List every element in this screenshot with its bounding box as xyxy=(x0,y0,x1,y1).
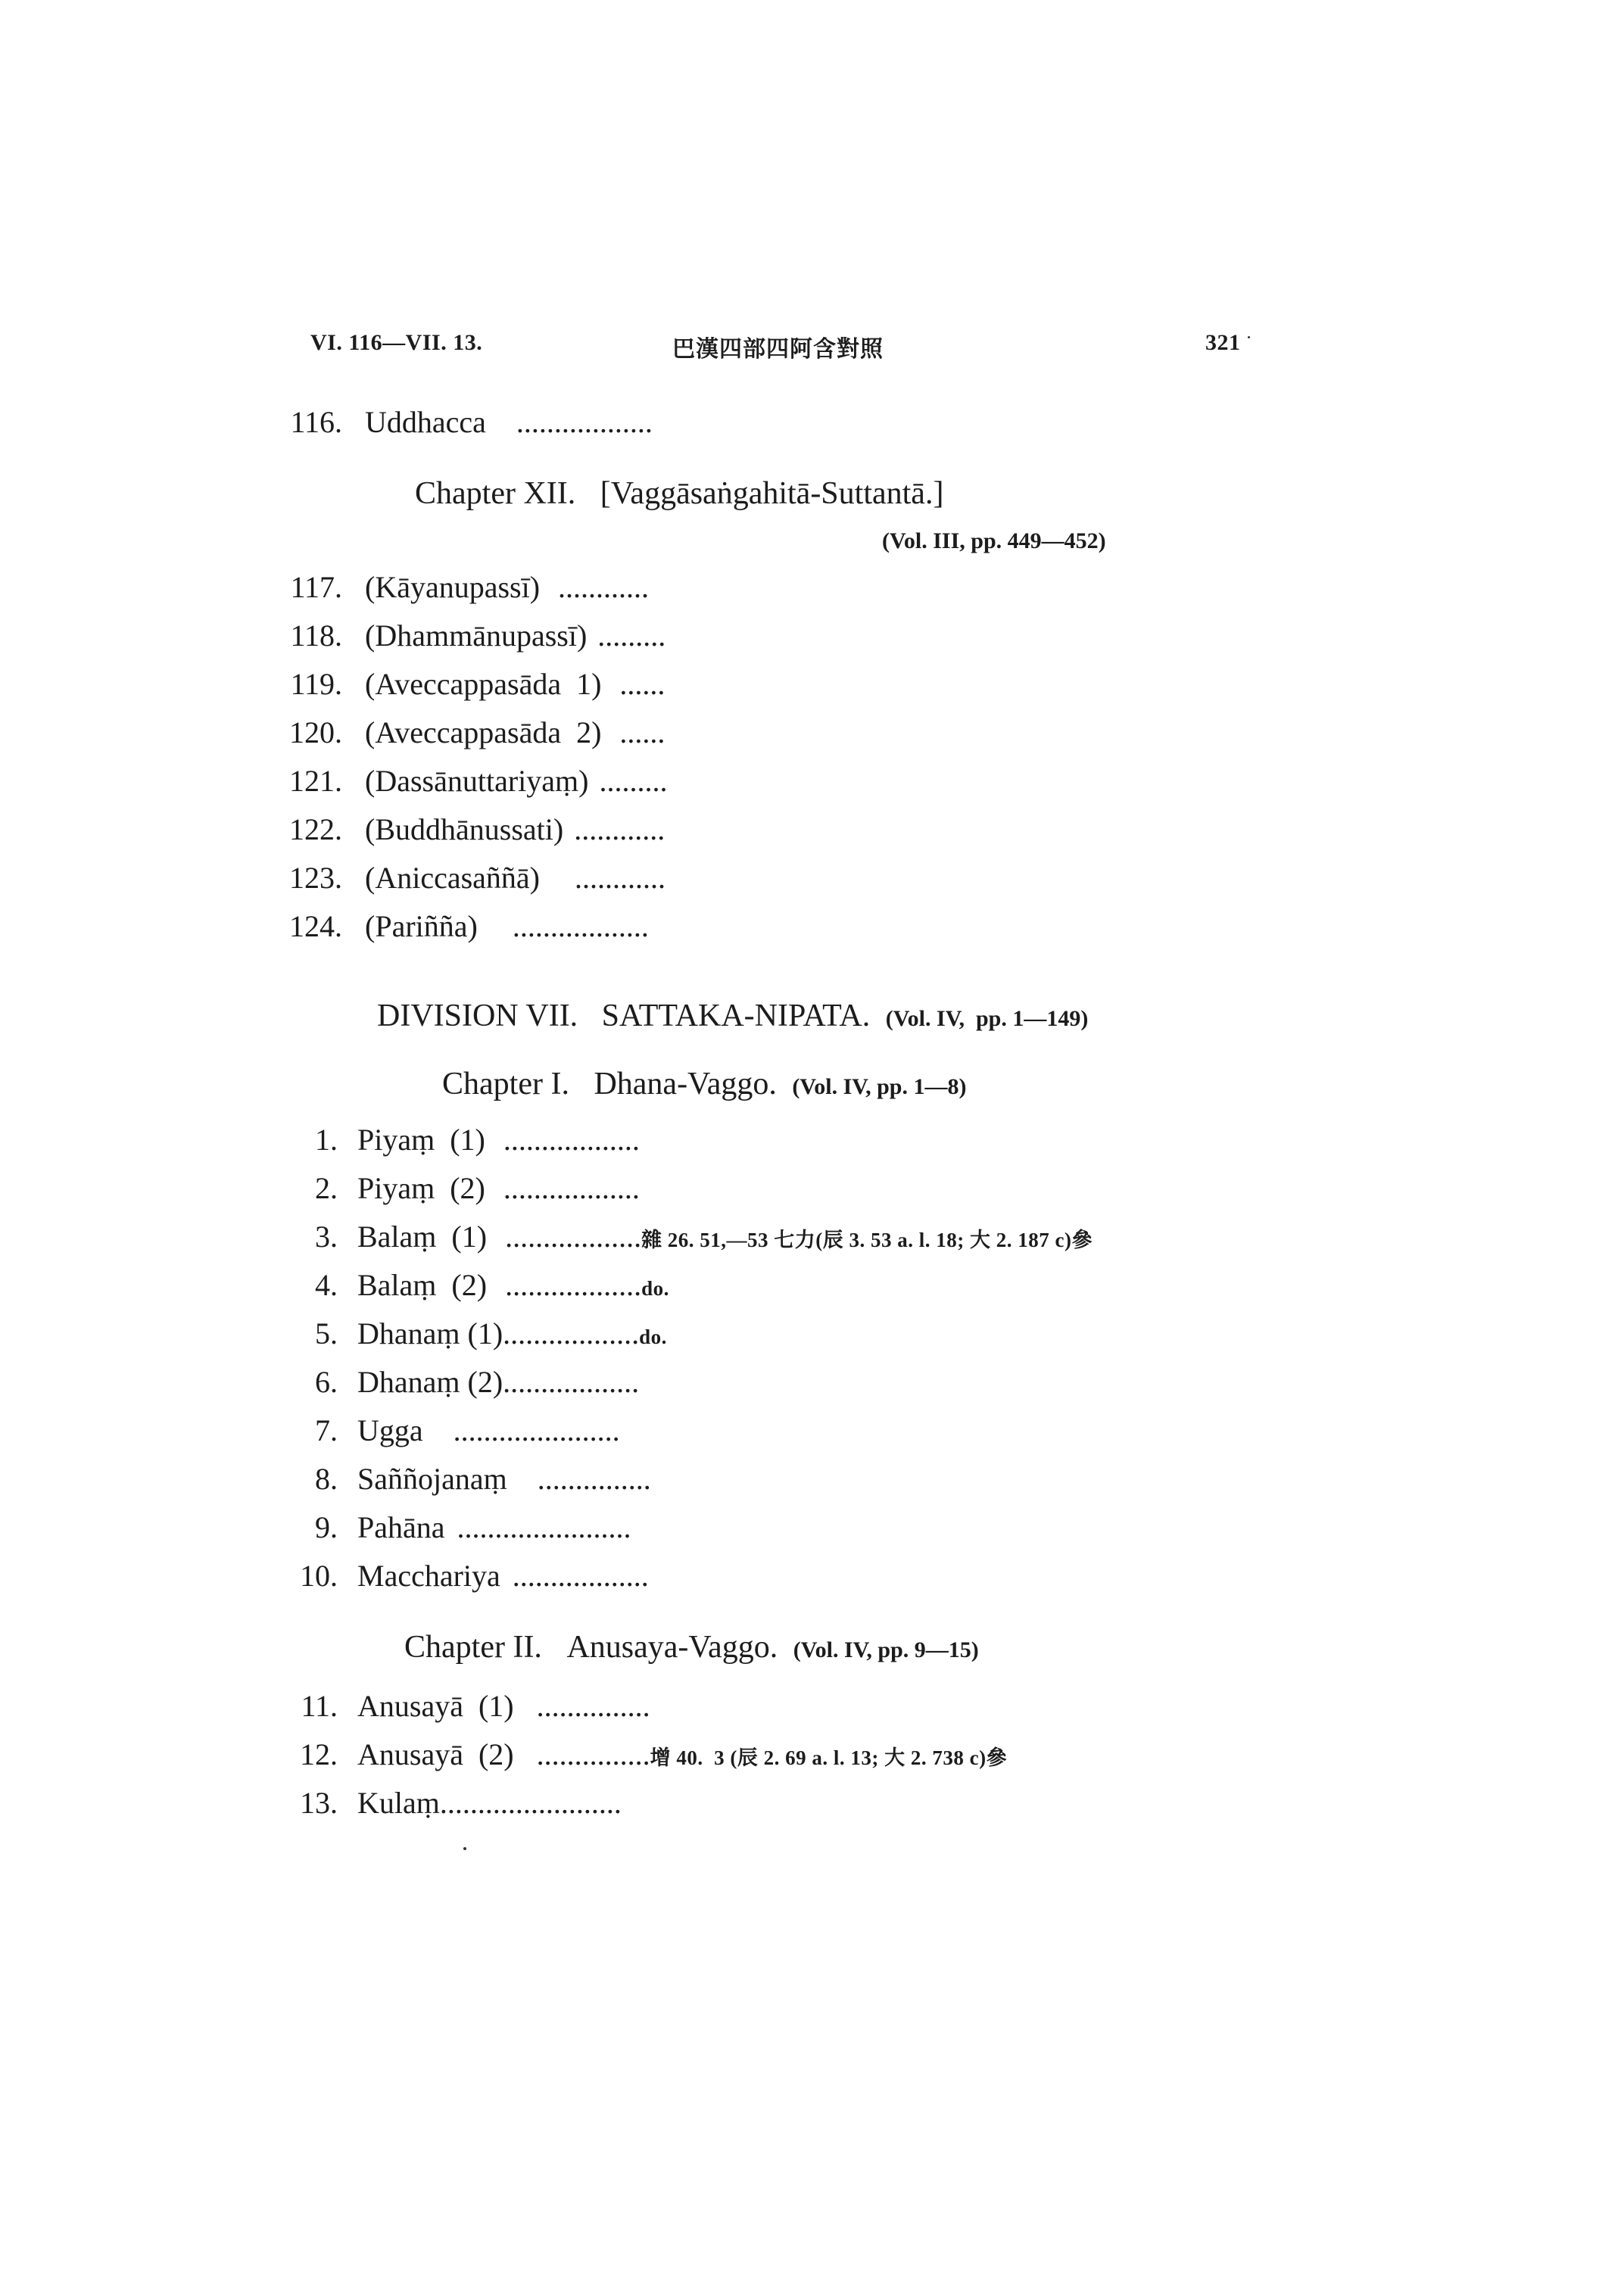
entry-number: 13. xyxy=(300,1786,338,1820)
entry-number: 122. xyxy=(289,812,342,846)
chapter-xii-volume: (Vol. III, pp. 449—452) xyxy=(882,528,1106,553)
entry-dots: .................. xyxy=(516,405,653,439)
entry-number: 7. xyxy=(315,1413,338,1447)
entry-title: Dhanaṃ (1) xyxy=(357,1316,503,1351)
entry-dots: ............... xyxy=(536,1689,650,1723)
chapter-volume: (Vol. IV, pp. 1—8) xyxy=(792,1074,967,1099)
running-header-title: 巴漢四部四阿含對照 xyxy=(672,337,884,362)
entry-title: Saññojanaṃ xyxy=(357,1462,507,1496)
chapter-title: Dhana-Vaggo. xyxy=(594,1067,777,1101)
entry-dots: .................. xyxy=(503,1365,640,1399)
scan-speck xyxy=(1248,336,1250,338)
entry-title: Anusayā (2) xyxy=(357,1737,514,1771)
entry-dots: ............ xyxy=(574,861,665,895)
entry-dots: ......... xyxy=(599,764,668,798)
entry-dots: .................. xyxy=(512,1559,649,1593)
chapter-volume: (Vol. IV, pp. 9—15) xyxy=(793,1637,979,1662)
entry-title: Kulaṃ xyxy=(357,1786,440,1820)
entry-number: 4. xyxy=(315,1268,338,1302)
entry-number: 5. xyxy=(315,1316,338,1351)
parallel-reference: do. xyxy=(641,1277,669,1300)
entry-dots: .................. xyxy=(505,1220,642,1254)
entry-number: 1. xyxy=(315,1123,338,1157)
chapter-label: Chapter II. xyxy=(404,1630,542,1665)
entry-dots: .................. xyxy=(503,1123,640,1157)
entry-dots: .................. xyxy=(503,1316,640,1351)
chapter-label: Chapter XII. xyxy=(415,476,576,511)
entry-number: 12. xyxy=(300,1737,338,1771)
entry-dots: ............... xyxy=(536,1737,650,1771)
entry-title: Piyaṃ (1) xyxy=(357,1123,485,1157)
entry-dots: ........................ xyxy=(439,1786,622,1820)
entry-number: 118. xyxy=(290,618,342,653)
chapter-label: Chapter I. xyxy=(442,1067,569,1101)
entry-number: 8. xyxy=(315,1462,338,1496)
entry-number: 121. xyxy=(289,764,342,798)
entry-number: 119. xyxy=(290,667,342,701)
entry-number: 124. xyxy=(289,909,342,943)
entry-number: 3. xyxy=(315,1220,338,1254)
entry-dots: ...... xyxy=(619,715,665,749)
entry-title: Ugga xyxy=(357,1413,423,1447)
entry-title: Pahāna xyxy=(357,1510,445,1544)
entry-number: 2. xyxy=(315,1171,338,1205)
chapter-i-heading xyxy=(442,1066,966,1102)
entry-title: Piyaṃ (2) xyxy=(357,1171,485,1205)
entry-number: 116. xyxy=(290,405,342,439)
division-volume: (Vol. IV, pp. 1—149) xyxy=(885,1006,1089,1031)
entry-title: (Dassānuttariyaṃ) xyxy=(365,764,589,798)
division-title: DIVISION VII. SATTAKA-NIPATA. xyxy=(377,999,871,1033)
entry-dots: ............... xyxy=(537,1462,651,1496)
chapter-title: [Vaggāsaṅgahitā-Suttantā.] xyxy=(600,476,944,511)
chapter-xii-heading xyxy=(415,475,943,512)
entry-dots: ....................... xyxy=(457,1510,631,1544)
entry-number: 9. xyxy=(315,1510,338,1544)
page-number: 321 xyxy=(1205,330,1241,355)
entry-number: 117. xyxy=(290,570,342,604)
entry-number: 6. xyxy=(315,1365,338,1399)
parallel-reference: do. xyxy=(639,1326,667,1348)
entry-dots: ...................... xyxy=(453,1413,620,1447)
entry-title: (Kāyanupassī) xyxy=(365,570,541,604)
entry-title: Uddhacca xyxy=(365,405,486,439)
chapter-title: Anusaya-Vaggo. xyxy=(566,1630,778,1665)
entry-title: (Buddhānussati) xyxy=(365,812,564,846)
entry-title: (Aniccasaññā) xyxy=(365,861,540,895)
division-vii-heading xyxy=(377,998,1088,1034)
entry-title: (Aveccappasāda 1) xyxy=(365,667,602,701)
entry-title: Balaṃ (1) xyxy=(357,1220,488,1254)
running-header-range: VI. 116—VII. 13. xyxy=(310,330,483,355)
entry-dots: .................. xyxy=(505,1268,642,1302)
entry-number: 11. xyxy=(301,1689,338,1723)
entry-title: (Pariñña) xyxy=(365,909,478,943)
parallel-reference: 雜 26. 51,—53 七力(辰 3. 53 a. l. 18; 大 2. 187 c)參 xyxy=(641,1229,1093,1251)
entry-title: Dhanaṃ (2) xyxy=(357,1365,503,1399)
entry-title: (Aveccappasāda 2) xyxy=(365,715,602,749)
entry-number: 10. xyxy=(300,1559,338,1593)
entry-number: 120. xyxy=(289,715,342,749)
parallel-reference: 增 40. 3 (辰 2. 69 a. l. 13; 大 2. 738 c)參 xyxy=(650,1746,1008,1769)
entry-title: (Dhammānupassī) xyxy=(365,618,588,653)
scan-speck xyxy=(463,1847,466,1850)
entry-dots: ...... xyxy=(619,667,665,701)
entry-dots: ............ xyxy=(558,570,650,604)
entry-dots: ......... xyxy=(597,618,666,653)
entry-dots: .................. xyxy=(512,909,649,943)
chapter-ii-heading xyxy=(404,1629,979,1665)
entry-title: Anusayā (1) xyxy=(357,1689,514,1723)
entry-title: Balaṃ (2) xyxy=(357,1268,488,1302)
entry-dots: .................. xyxy=(503,1171,640,1205)
entry-title: Macchariya xyxy=(357,1559,500,1593)
entry-dots: ............ xyxy=(574,812,665,846)
entry-number: 123. xyxy=(289,861,342,895)
